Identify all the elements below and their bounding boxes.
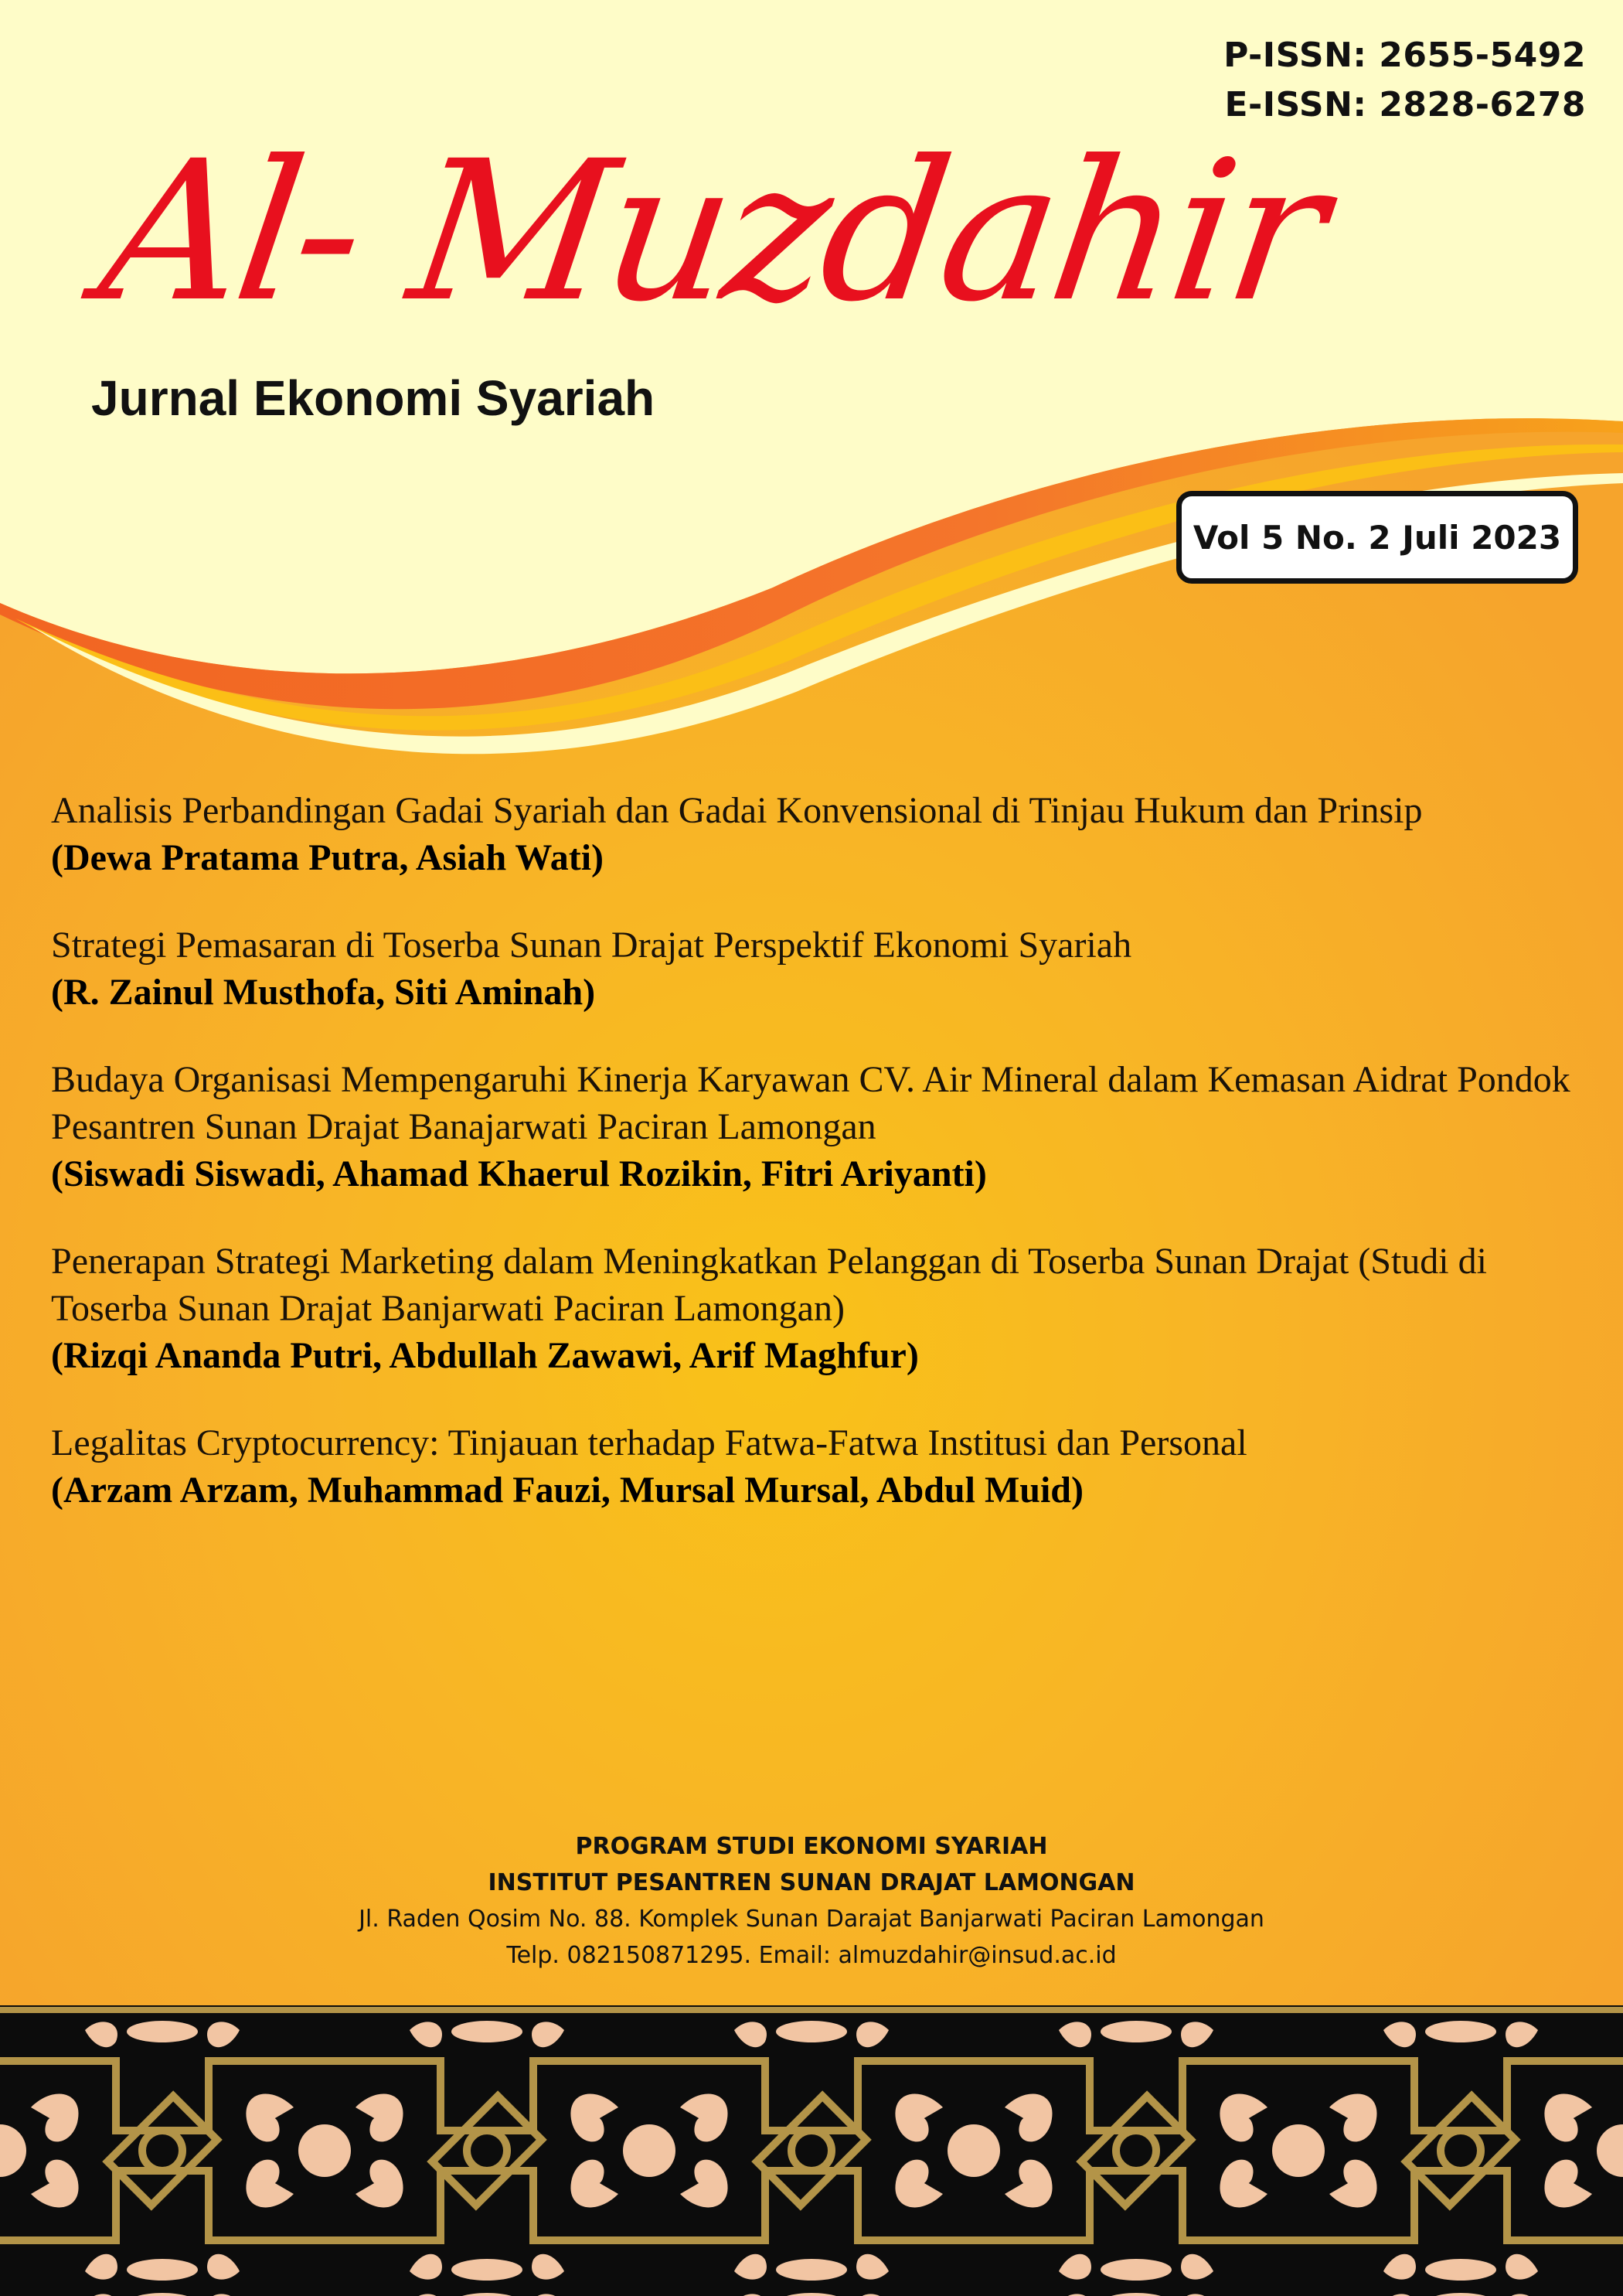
contact: Telp. 082150871295. Email: almuzdahir@insud.ac.id [506, 1942, 1117, 1969]
ornament-border [0, 2005, 1623, 2296]
article-title: Budaya Organisasi Mempengaruhi Kinerja Karyawan CV. Air Mineral dalam Kemasan Aidrat Pondok Pesantren Sunan Drajat Banajarwati Paciran Lamongan [51, 1059, 1570, 1147]
article-authors: (Arzam Arzam, Muhammad Fauzi, Mursal Mursal, Abdul Muid) [51, 1470, 1084, 1511]
journal-title: Al- Muzdahir [89, 119, 1335, 344]
e-issn: E-ISSN: 2828-6278 [1224, 85, 1586, 124]
article-list [51, 787, 1581, 1554]
article-item [51, 1419, 1581, 1514]
volume-badge: Vol 5 No. 2 Juli 2023 [1176, 491, 1578, 584]
article-authors: (R. Zainul Musthofa, Siti Aminah) [51, 972, 596, 1013]
article-title: Analisis Perbandingan Gadai Syariah dan Gadai Konvensional di Tinjau Hukum dan Prinsip [51, 790, 1423, 831]
article-item [51, 1056, 1581, 1197]
address: Jl. Raden Qosim No. 88. Komplek Sunan Darajat Banjarwati Paciran Lamongan [359, 1906, 1264, 1933]
article-title: Penerapan Strategi Marketing dalam Meningkatkan Pelanggan di Toserba Sunan Drajat (Studi di Toserba Sunan Drajat Banjarwati Paciran Lamongan) [51, 1241, 1487, 1329]
article-title: Legalitas Cryptocurrency: Tinjauan terhadap Fatwa-Fatwa Institusi dan Personal [51, 1422, 1247, 1463]
institute-name: INSTITUT PESANTREN SUNAN DRAJAT LAMONGAN [488, 1869, 1135, 1896]
article-item [51, 787, 1581, 881]
p-issn: P-ISSN: 2655-5492 [1223, 36, 1586, 75]
article-title: Strategi Pemasaran di Toserba Sunan Drajat Perspektif Ekonomi Syariah [51, 925, 1132, 966]
article-item [51, 1238, 1581, 1379]
article-item [51, 921, 1581, 1016]
publisher-footer [0, 1828, 1623, 1974]
program-name: PROGRAM STUDI EKONOMI SYARIAH [575, 1833, 1048, 1860]
article-authors: (Dewa Pratama Putra, Asiah Wati) [51, 837, 604, 878]
article-authors: (Siswadi Siswadi, Ahamad Khaerul Rozikin, Fitri Ariyanti) [51, 1153, 987, 1194]
article-authors: (Rizqi Ananda Putri, Abdullah Zawawi, Arif Maghfur) [51, 1335, 919, 1376]
journal-subtitle: Jurnal Ekonomi Syariah [91, 370, 655, 426]
